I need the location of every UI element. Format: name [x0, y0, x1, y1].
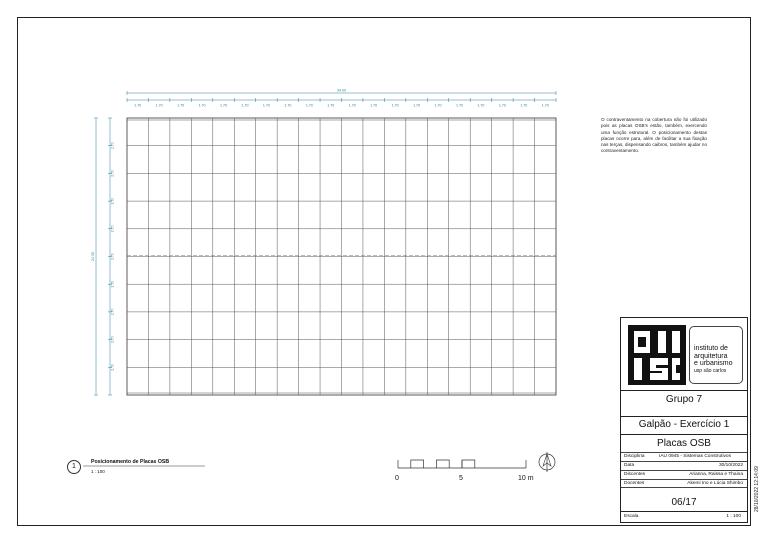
- overall-height-label: 24.30: [91, 252, 95, 261]
- column-dim-label: 1.70: [455, 103, 463, 108]
- column-dim-label: 1.70: [434, 103, 442, 108]
- column-dim-label: 1.70: [391, 103, 399, 108]
- row-dim-label: 2.70: [110, 142, 115, 150]
- column-dim-label: 1.70: [477, 103, 485, 108]
- column-dim-label: 1.70: [155, 103, 163, 108]
- row-dim-label: 2.70: [110, 170, 115, 177]
- column-dim-label: 1.70: [241, 103, 249, 108]
- row-dim-label: 2.70: [110, 363, 115, 371]
- scale-label-10: 10 m: [518, 475, 534, 482]
- row-dim-label: 2.70: [110, 197, 115, 205]
- view-title: Posicionamento de Placas OSB: [91, 459, 170, 465]
- north-arrow-icon: [539, 452, 555, 472]
- sheet-title: Placas OSB: [621, 434, 747, 452]
- dimension-lines: [91, 89, 556, 396]
- scale-segment: [411, 460, 424, 468]
- row-dim-label: 2.70: [110, 280, 115, 288]
- scale-row: Escala 1 : 100: [621, 511, 747, 522]
- column-dim-label: 1.70: [177, 103, 185, 108]
- institution-name: instituto de arquitetura e urbanismo usp são carlos: [689, 326, 743, 384]
- column-dim-label: 1.70: [370, 103, 378, 108]
- column-dim-label: 1.70: [327, 103, 335, 108]
- iau-logo-icon: [628, 325, 686, 385]
- osb-panel-grid: [83, 118, 556, 466]
- column-dim-label: 1.70: [413, 103, 421, 108]
- scale-label-0: 0: [395, 475, 399, 482]
- row-dim-label: 2.70: [110, 336, 115, 343]
- column-dim-label: 1.70: [520, 103, 528, 108]
- scale-segment: [436, 460, 449, 468]
- sheet-number: 06/17: [671, 497, 697, 508]
- print-timestamp: 28/10/2022 12:14:09: [754, 466, 760, 512]
- info-row-professors: Docentes Akemi Ino e Lúcia Shimbo: [621, 479, 747, 488]
- scale-segment: [462, 460, 475, 468]
- bracing-note: O contraventamento na cobertura não foi utilizado pois as placas OSB's estão, também, exercendo uma função estrutural. O posicionamento destas placas ocorre para, além de facilitar a sua fixação nas terças, dispensando caibros, também ajudar no contraventamento.: [601, 117, 707, 154]
- column-dim-label: 1.70: [262, 103, 270, 108]
- row-dim-label: 2.70: [110, 308, 115, 316]
- institution-logo: [625, 322, 745, 386]
- title-block: [620, 317, 748, 523]
- view-scale: 1 : 100: [91, 469, 105, 474]
- column-dim-label: 1.70: [498, 103, 506, 108]
- overall-width-label: 34.00: [337, 88, 346, 93]
- column-dim-label: 1.70: [198, 103, 206, 108]
- scale-label-5: 5: [459, 475, 463, 482]
- graphic-scale-bar: [398, 460, 526, 468]
- info-row-discipline: Disciplina IAU 0945 - Sistemas Construtivos: [621, 452, 747, 461]
- column-dim-label: 1.70: [305, 103, 313, 108]
- group-name: Grupo 7: [621, 390, 747, 407]
- row-dim-label: 2.70: [110, 253, 115, 260]
- info-row-date: Data 30/10/2022: [621, 461, 747, 470]
- column-dim-label: 1.70: [284, 103, 292, 108]
- project-name: Galpão - Exercício 1: [621, 416, 747, 432]
- column-dim-label: 1.70: [220, 103, 228, 108]
- info-row-students: Discentes Arianna, Raissa e Thaina: [621, 470, 747, 479]
- column-dim-label: 1.70: [134, 103, 142, 108]
- column-dim-label: 1.70: [348, 103, 356, 108]
- column-dim-label: 1.70: [541, 103, 549, 108]
- view-number-bubble: 1: [67, 460, 81, 474]
- row-dim-label: 2.70: [110, 225, 115, 233]
